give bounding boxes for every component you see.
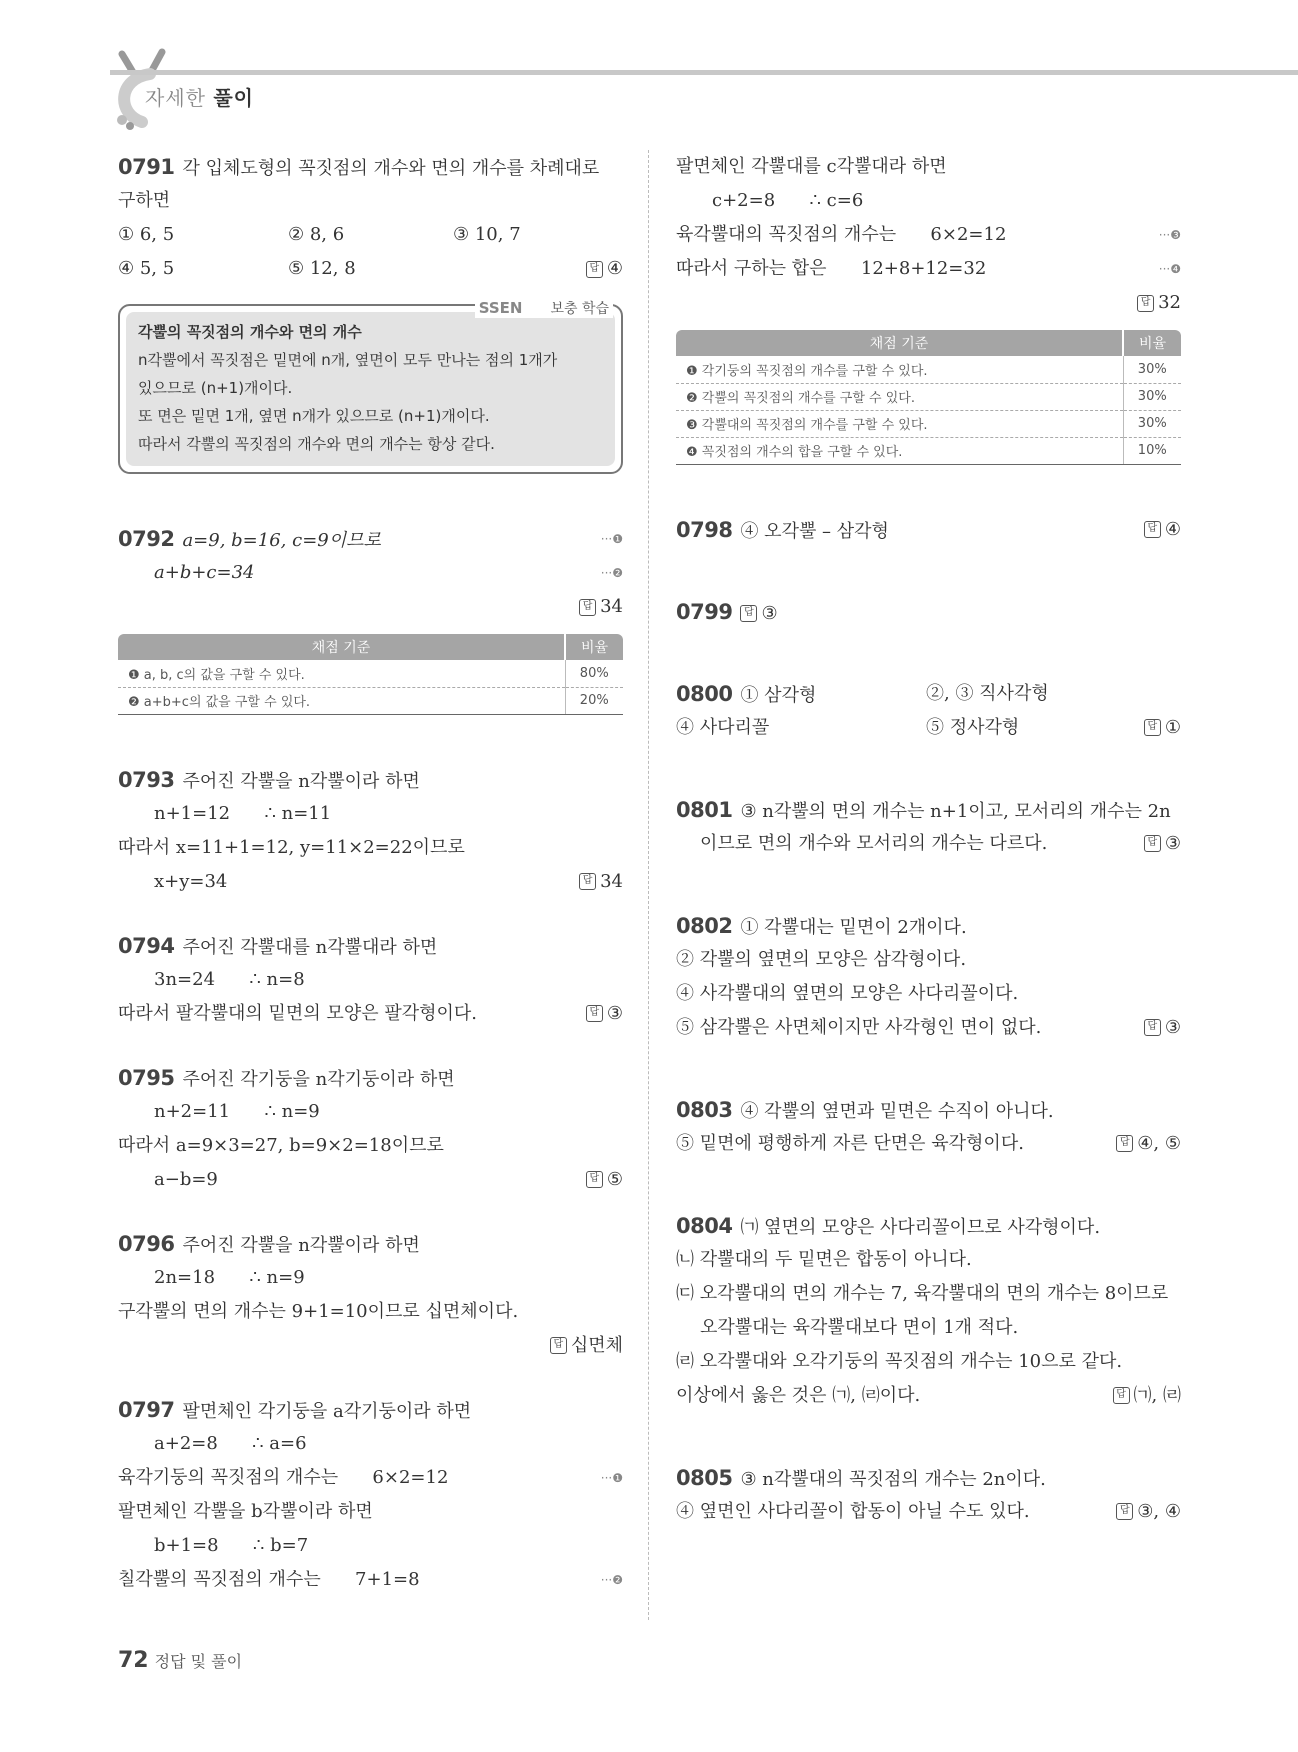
problem-0794: 0794 주어진 각뿔대를 n각뿔대라 하면 3n=24 ∴ n=8 따라서 팔각뿔대의 밑면의 모양은 팔각형이다. 답 ③ (118, 933, 623, 1024)
problem-0798: 0798 ④ 오각뿔 – 삼각형 답 ④ (676, 517, 1181, 542)
answer-icon: 답 (586, 1171, 603, 1188)
problem-0799: 0799 답 ③ (676, 599, 778, 624)
answer-icon: 답 (1116, 1503, 1133, 1520)
supplement-box: SSEN 보충 학습 각뿔의 꼭짓점의 개수와 면의 개수 n각뿔에서 꼭짓점은 밑면에 n개, 옆면이 모두 만나는 점의 1개가 있으므로 (n+1)개이다. 또 면은 밑면 1개, 옆면 n개가 있으므로 (n+1)개이다. 따라서 각뿔의 꼭짓점의 개수와 면의 개수는 항상 같다. (118, 304, 623, 474)
answer-icon: 답 (1144, 835, 1161, 852)
grading-table: 채점 기준 비율 ❶ a, b, c의 값을 구할 수 있다. 80% ❷ a+b+c의 값을 구할 수 있다. 20% (118, 634, 623, 715)
supplement-tag: SSEN 보충 학습 (475, 298, 613, 318)
answer-icon: 답 (550, 1337, 567, 1354)
left-column (118, 150, 623, 1597)
problem-0795: 0795 주어진 각기둥을 n각기둥이라 하면 n+2=11 ∴ n=9 따라서 a=9×3=27, b=9×2=18이므로 a−b=9 답 ⑤ (118, 1065, 623, 1190)
column-divider (648, 150, 649, 1620)
problem-0804: 0804 ㈀ 옆면의 모양은 사다리꼴이므로 사각형이다. ㈁ 각뿔대의 두 밑면은 합동이 아니다. ㈂ 오각뿔대의 면의 개수는 7, 육각뿔대의 면의 개수는 8이므로 오각뿔대는 육각뿔대보다 면이 1개 적다. ㈃ 오각뿔대와 오각기둥의 꼭짓점의 개수는 10으로 같다. 이상에서 옳은 것은 ㈀, ㈃이다. 답 ㈀, ㈃ (676, 1213, 1181, 1406)
answer-icon: 답 (1137, 295, 1154, 312)
problem-0800: 0800 ① 삼각형 ②, ③ 직사각형 ④ 사다리꼴 ⑤ 정사각형 답 ① (676, 681, 1181, 738)
page-number: 72 (118, 1648, 149, 1673)
answer-icon: 답 (586, 261, 603, 278)
problem-0801: 0801 ③ n각뿔의 면의 개수는 n+1이고, 모서리의 개수는 2n 이므로 면의 개수와 모서리의 개수는 다르다. 답 ③ (676, 797, 1181, 854)
page-footer (118, 1648, 242, 1673)
answer-icon: 답 (579, 599, 596, 616)
problem-0796: 0796 주어진 각뿔을 n각뿔이라 하면 2n=18 ∴ n=9 구각뿔의 면의 개수는 9+1=10이므로 십면체이다. 답 십면체 (118, 1231, 623, 1356)
problem-0802: 0802 ① 각뿔대는 밑면이 2개이다. ② 각뿔의 옆면의 모양은 삼각형이다. ④ 사각뿔대의 옆면의 모양은 사다리꼴이다. ⑤ 삼각뿔은 사면체이지만 사각형인 면이 없다. 답 ③ (676, 913, 1181, 1038)
problem-0797: 0797 팔면체인 각기둥을 a각기둥이라 하면 a+2=8 ∴ a=6 육각기둥의 꼭짓점의 개수는 6×2=12 ···❶ 팔면체인 각뿔을 b각뿔이라 하면 b+1=8 ∴ b=7 칠각뿔의 꼭짓점의 개수는 7+1=8 ···❷ (118, 1397, 623, 1590)
problem-0793: 0793 주어진 각뿔을 n각뿔이라 하면 n+1=12 ∴ n=11 따라서 x=11+1=12, y=11×2=22이므로 x+y=34 답 34 (118, 767, 623, 892)
answer-icon: 답 (586, 1005, 603, 1022)
header-rule (110, 70, 1298, 75)
problem-0797-continued: 팔면체인 각뿔대를 c각뿔대라 하면 c+2=8 ∴ c=6 육각뿔대의 꼭짓점의 개수는 6×2=12 ···❸ 따라서 구하는 합은 12+8+12=32 ···❹ 답 32 채점 기준 비율 ❶ 각기둥의 꼭짓점의 개수를 구할 수 있다. 30% ❷ 각뿔의 꼭짓점의 개수를 구할 수 있다. 30% ❸ 각뿔대의 꼭짓점의 개수를 구할 수 있다. 30% ❹ 꼭짓점의 개수의 합을 구할 수 있다. 10% (676, 150, 1181, 465)
grading-table: 채점 기준 비율 ❶ 각기둥의 꼭짓점의 개수를 구할 수 있다. 30% ❷ 각뿔의 꼭짓점의 개수를 구할 수 있다. 30% ❸ 각뿔대의 꼭짓점의 개수를 구할 수 있다. 30% ❹ 꼭짓점의 개수의 합을 구할 수 있다. 10% (676, 330, 1181, 465)
answer-icon: 답 (579, 873, 596, 890)
answer-icon: 답 (740, 605, 757, 622)
footer-label: 정답 및 풀이 (154, 1652, 243, 1671)
page-title: 자세한 풀이 (145, 86, 254, 110)
answer-icon: 답 (1144, 521, 1161, 538)
answer-icon: 답 (1144, 719, 1161, 736)
answer-icon: 답 (1144, 1019, 1161, 1036)
problem-0805: 0805 ③ n각뿔대의 꼭짓점의 개수는 2n이다. ④ 옆면인 사다리꼴이 합동이 아닐 수도 있다. 답 ③, ④ (676, 1465, 1181, 1522)
right-column (676, 150, 1181, 1529)
page-header (112, 44, 1298, 134)
answer-icon: 답 (1116, 1135, 1133, 1152)
problem-0803: 0803 ④ 각뿔의 옆면과 밑면은 수직이 아니다. ⑤ 밑면에 평행하게 자른 단면은 육각형이다. 답 ④, ⑤ (676, 1097, 1181, 1154)
answer-icon: 답 (1113, 1387, 1130, 1404)
problem-0792: 0792 a=9, b=16, c=9이므로 ···❶ a+b+c=34 ···❷ 답 34 채점 기준 비율 ❶ a, b, c의 값을 구할 수 있다. 80% ❷ a+b+c의 값을 구할 수 있다. 20% (118, 522, 623, 715)
problem-0791: 0791 각 입체도형의 꼭짓점의 개수와 면의 개수를 차례대로 구하면 ① 6, 5 ② 8, 6 ③ 10, 7 ④ 5, 5 ⑤ 12, 8 답 ④ (118, 155, 623, 279)
